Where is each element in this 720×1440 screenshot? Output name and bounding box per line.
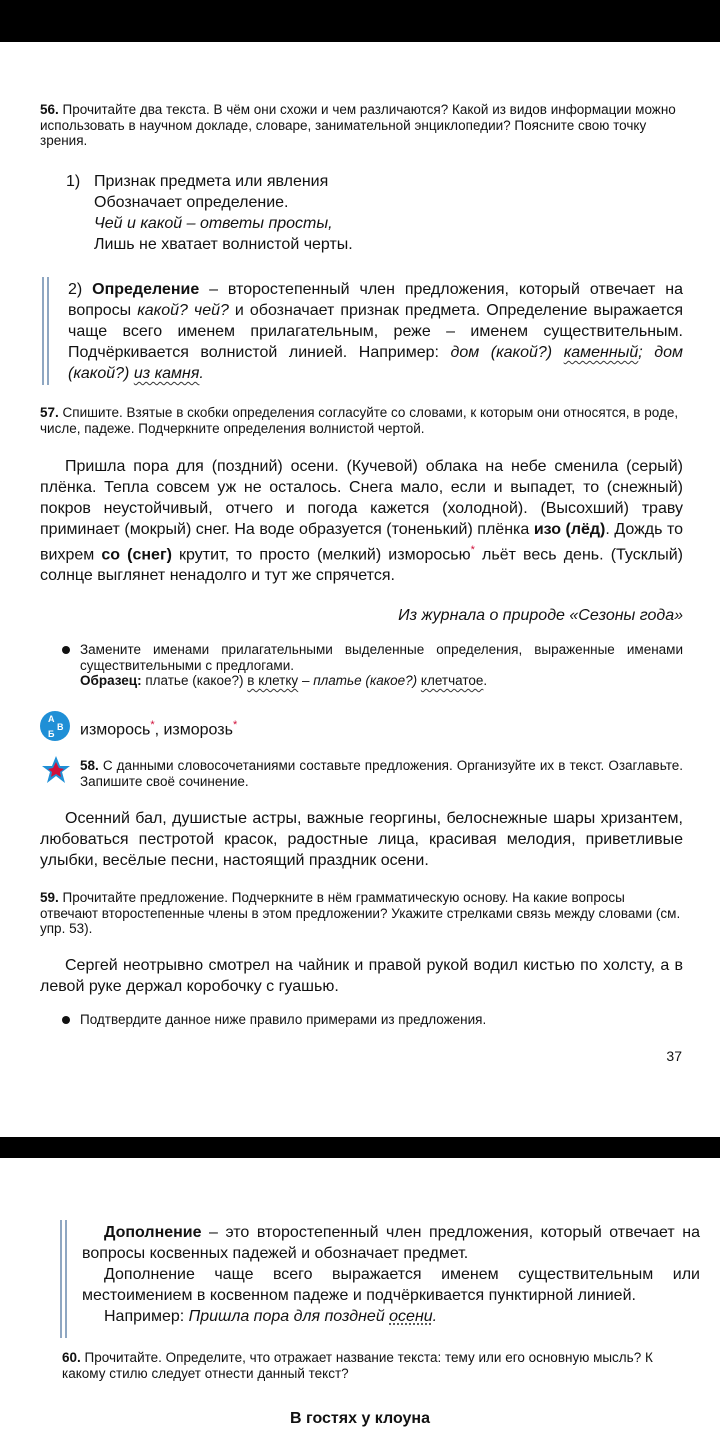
rule-sidebar — [42, 277, 49, 385]
exercise-57-task — [40, 405, 685, 436]
text-title: В гостях у клоуна — [290, 1410, 430, 1427]
creative-task-icon — [40, 754, 72, 786]
poem-line: Лишь не хватает волнистой черты. — [94, 236, 353, 253]
exercise-59-bullet-task: Подтвердите данное ниже правило примерами из предложения. — [80, 1012, 487, 1027]
exercise-number: 60. — [62, 1350, 81, 1365]
poem-line: Обозначает определение. — [94, 194, 289, 211]
rule-complement: Дополнение – это второстепенный член предложения, который отвечает на вопросы косвенных падежей и обозначает предмет. Дополнение чаще всего выражается именем существительным или местоимением в косвенном падеже и подчёркивается пунктирной линией. Например: Пришла пора для поздней осени. — [82, 1224, 700, 1325]
task-text: С данными словосочетаниями составьте предложения. Организуйте их в текст. Озаглавьте. Запишите своё сочинение. — [80, 758, 683, 789]
poem-number: 1) — [66, 173, 81, 190]
exercise-60-task — [62, 1350, 700, 1381]
bullet-icon — [62, 646, 70, 654]
exercise-57-text: Пришла пора для (поздний) осени. (Кучевой) облака на небе сменила (серый) плёнка. Тепла совсем уж не осталось. Снега мало, если и выпадет, то (снежный) покров неустойчивый, отчего и погода кажется (холодной). (Высохший) траву приминает (мокрый) снег. На воде образуется (тоненький) плёнка изо (лёд). Дождь то вихрем со (снег) крутит, то просто (мелкий) изморосью* льёт весь день. (Тусклый) солнце выглянет ненадолго и тут же спрячется. — [40, 458, 684, 585]
poem-line: Признак предмета или явления — [94, 173, 329, 190]
exercise-59-text: Сергей неотрывно смотрел на чайник и правой рукой водил кистью по холсту, а в левой руке держал коробочку с гуашью. — [40, 957, 683, 995]
rule-term: Определение — [92, 281, 200, 298]
exercise-58-task — [80, 758, 683, 789]
poem — [66, 171, 353, 255]
orthography-icon: А В Б — [40, 711, 70, 741]
text-source: Из журнала о природе «Сезоны года» — [398, 607, 683, 624]
task-text: Спишите. Взятые в скобки определения согласуйте со словами, к которым они относятся, в роде, числе, падеже. Подчеркните определения волнистой чертой. — [40, 405, 679, 436]
exercise-number: 57. — [40, 405, 59, 420]
exercise-58-text: Осенний бал, душистые астры, важные георгины, белоснежные шары хризантем, любоваться пестротой красок, радостные лица, красивая мелодия, приветливые улыбки, весёлые песни, настоящий праздник осени. — [40, 810, 683, 869]
textbook-page-37 — [0, 42, 720, 1137]
task-text: Прочитайте. Определите, что отражает название текста: тему или его основную мысль? К какому стилю следует отнести данный текст? — [62, 1350, 653, 1381]
task-text: Прочитайте два текста. В чём они схожи и чем различаются? Какой из видов информации можно использовать в научном докладе, словаре, занимательной энциклопедии? Поясните свою точку зрения. — [40, 102, 676, 148]
page-number: 37 — [666, 1048, 682, 1064]
exercise-number: 59. — [40, 890, 59, 905]
bullet-icon — [62, 1016, 70, 1024]
wavy-underlined-word: из камня — [133, 365, 200, 382]
bold-phrase: со (снег) — [101, 546, 172, 564]
exercise-59-task — [40, 890, 685, 937]
exercise-number: 56. — [40, 102, 59, 117]
task-text: Прочитайте предложение. Подчеркните в нём грамматическую основу. На какие вопросы отвечают второстепенные члены в этом предложении? Укажите стрелками связь между словами (см. упр. 53). — [40, 890, 681, 936]
rule-term: Дополнение — [104, 1224, 202, 1241]
orthography-words: изморось*, изморозь* — [80, 719, 238, 739]
wavy-underlined-word: каменный — [563, 344, 639, 361]
exercise-number: 58. — [80, 758, 99, 773]
bold-phrase: изо (лёд) — [533, 521, 606, 538]
rule-sidebar — [60, 1220, 67, 1338]
rule-definition: 2) Определение – второстепенный член предложения, который отвечает на вопросы какой? чей? и обозначает признак предмета. Определение выражается чаще всего именем прилагательным, реже – именем существительным. Подчёркивается волнистой линией. Например: дом (какой?) каменный; дом (какой?) из камня. — [68, 281, 684, 382]
exercise-56-task — [40, 102, 685, 149]
exercise-57-bullet-task: Замените именами прилагательными выделенные определения, выраженные именами существительными с предлогами. Образец: платье (какое?) в клетку – платье (какое?) клетчатое. — [80, 642, 683, 688]
textbook-page-38 — [0, 1158, 720, 1440]
dotted-underlined-word: осени — [389, 1308, 433, 1325]
poem-line: Чей и какой – ответы просты, — [94, 215, 333, 232]
